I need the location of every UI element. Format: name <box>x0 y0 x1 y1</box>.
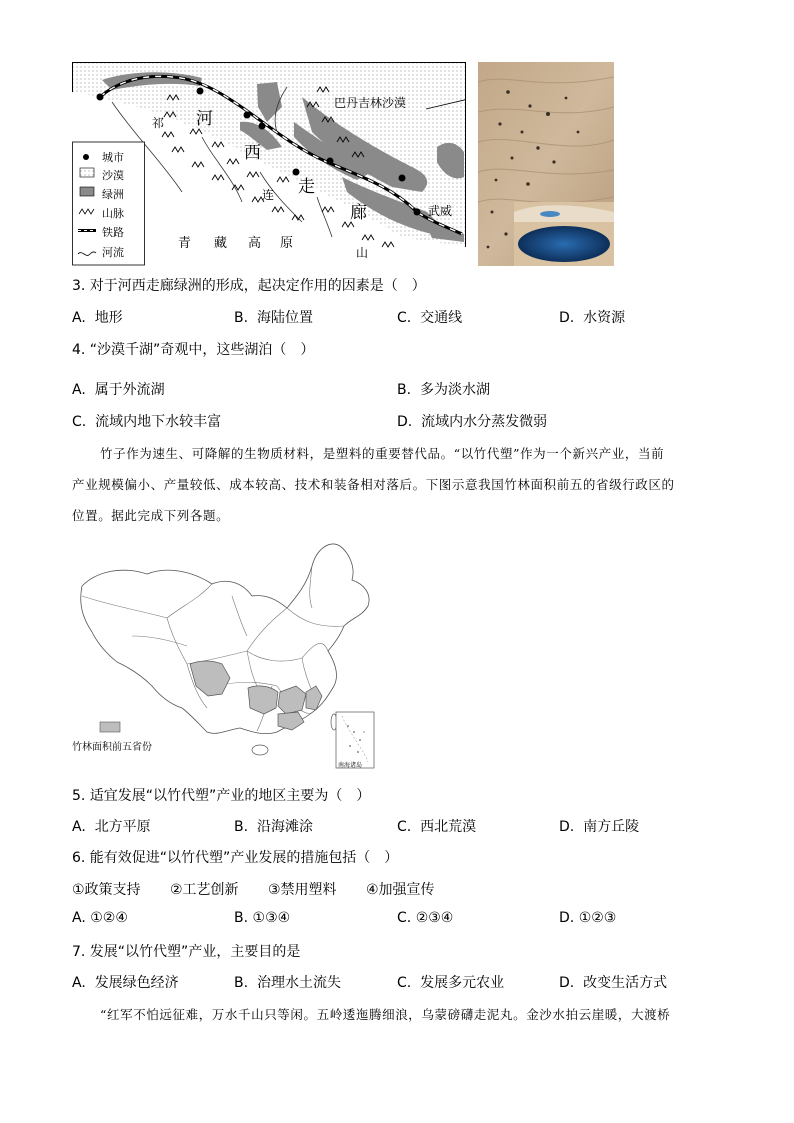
legend-river-label: 河流 <box>102 246 124 259</box>
mountain-char-qi: 祁 <box>152 116 165 130</box>
option-text: 沿海滩涂 <box>256 819 313 835</box>
passage-1-line-3: 位置。据此完成下列各题。 <box>72 508 230 523</box>
question-7-option-d[interactable] <box>559 972 667 992</box>
option-letter: A. <box>72 910 86 926</box>
passage-2-line-1: “红军不怕远征难，万水千山只等闲。五岭逶迤腾细浪，乌蒙磅礴走泥丸。金沙水拍云崖暖，大渡桥 <box>100 1007 671 1022</box>
option-text: 海陆位置 <box>256 310 313 326</box>
option-letter: A. <box>72 975 86 991</box>
option-letter: A. <box>72 310 86 326</box>
question-4-option-b[interactable] <box>397 379 490 399</box>
wuwei-city-label: 武威 <box>428 204 453 218</box>
option-text: 治理水土流失 <box>256 975 341 991</box>
question-7-option-a[interactable] <box>72 972 179 992</box>
question-5-option-c[interactable] <box>397 816 476 836</box>
question-3-option-b[interactable] <box>234 307 313 327</box>
option-letter: B. <box>397 382 412 398</box>
question-5-option-b[interactable] <box>234 816 313 836</box>
hexi-corridor-map <box>72 62 466 266</box>
option-text: 交通线 <box>420 310 463 326</box>
option-letter: C. <box>397 310 412 326</box>
option-text: 流域内地下水较丰富 <box>95 414 222 430</box>
legend-city-label: 城市 <box>102 151 124 164</box>
china-bamboo-map-graphic <box>72 536 382 772</box>
option-text: 改变生活方式 <box>583 975 668 991</box>
question-3-option-c[interactable] <box>397 307 462 327</box>
question-5-option-a[interactable] <box>72 816 151 836</box>
legend-mountain-label: 山脉 <box>102 207 124 220</box>
option-text: 属于外流湖 <box>94 382 165 398</box>
question-6-option-d[interactable] <box>559 910 616 926</box>
option-text: ①③④ <box>252 910 291 926</box>
option-letter: C. <box>397 819 412 835</box>
option-letter: B. <box>234 975 249 991</box>
option-letter: C. <box>397 975 412 991</box>
option-text: 多为淡水湖 <box>419 382 490 398</box>
mountain-char-lian: 连 <box>262 188 275 202</box>
option-letter: D. <box>559 910 575 926</box>
hexi-corridor-map-graphic <box>72 62 466 266</box>
option-letter: B. <box>234 910 249 926</box>
option-text: ②③④ <box>415 910 454 926</box>
option-letter: D. <box>559 819 575 835</box>
question-6-item-3: ③禁用塑料 <box>268 882 337 898</box>
option-text: 流域内水分蒸发微弱 <box>421 414 548 430</box>
question-6-option-b[interactable] <box>234 910 290 926</box>
option-letter: A. <box>72 382 86 398</box>
question-3-option-d[interactable] <box>559 307 625 327</box>
question-6-option-a[interactable] <box>72 910 128 926</box>
option-text: 西北荒漠 <box>420 819 477 835</box>
option-letter: B. <box>234 310 249 326</box>
legend-railway-label: 铁路 <box>102 226 124 239</box>
option-text: 地形 <box>94 310 123 326</box>
south-china-sea-inset-label: 南海诸岛 <box>338 762 363 769</box>
question-3-stem: 3. 对于河西走廊绿洲的形成，起决定作用的因素是（ ） <box>72 278 426 294</box>
plateau-char-gao: 高 <box>248 236 262 251</box>
question-6-item-4: ④加强宣传 <box>366 882 435 898</box>
option-letter: C. <box>397 910 412 926</box>
question-7-stem: 7. 发展“以竹代塑”产业，主要目的是 <box>72 944 301 960</box>
question-4-option-a[interactable] <box>72 379 165 399</box>
desert-lakes-photo <box>478 62 614 266</box>
option-text: 水资源 <box>583 310 626 326</box>
map-char-lang: 廊 <box>350 203 367 223</box>
question-4-stem: 4. “沙漠千湖”奇观中，这些湖泊（ ） <box>72 342 315 358</box>
plateau-char-zang: 藏 <box>214 236 228 251</box>
question-6-option-c[interactable] <box>397 910 453 926</box>
question-6-item-1: ①政策支持 <box>72 882 141 898</box>
option-letter: B. <box>234 819 249 835</box>
question-6-stem: 6. 能有效促进“以竹代塑”产业发展的措施包括（ ） <box>72 850 399 866</box>
map-char-xi: 西 <box>244 143 261 163</box>
option-text: 南方丘陵 <box>583 819 640 835</box>
option-text: 发展绿色经济 <box>94 975 179 991</box>
option-letter: D. <box>559 975 575 991</box>
desert-label: 巴丹吉林沙漠 <box>334 96 407 110</box>
option-letter: D. <box>559 310 575 326</box>
option-text: ①②③ <box>578 910 617 926</box>
plateau-char-yuan: 原 <box>280 236 294 251</box>
question-5-stem: 5. 适宜发展“以竹代塑”产业的地区主要为（ ） <box>72 788 371 804</box>
passage-1-line-2: 产业规模偏小、产量较低、成本较高、技术和装备相对落后。下图示意我国竹林面积前五的省级行政区的 <box>72 477 675 492</box>
question-3-option-a[interactable] <box>72 307 123 327</box>
option-letter: D. <box>397 414 413 430</box>
map-char-zou: 走 <box>298 177 315 197</box>
question-5-option-d[interactable] <box>559 816 639 836</box>
mountain-char-shan: 山 <box>356 246 369 260</box>
desert-lakes-photo-graphic <box>478 62 614 266</box>
plateau-char-qing: 青 <box>178 236 192 251</box>
option-text: ①②④ <box>90 910 128 926</box>
question-4-option-c[interactable] <box>72 411 221 431</box>
option-text: 北方平原 <box>94 819 151 835</box>
option-letter: C. <box>72 414 87 430</box>
question-6-item-2: ②工艺创新 <box>170 882 239 898</box>
question-4-option-d[interactable] <box>397 411 547 431</box>
legend-desert-label: 沙漠 <box>102 169 124 182</box>
bamboo-legend-label: 竹林面积前五省份 <box>72 742 152 753</box>
passage-1-line-1: 竹子作为速生、可降解的生物质材料，是塑料的重要替代品。“以竹代塑”作为一个新兴产业，当前 <box>100 446 665 461</box>
option-letter: A. <box>72 819 86 835</box>
option-text: 发展多元农业 <box>420 975 505 991</box>
china-bamboo-map <box>72 536 382 772</box>
map-char-he: 河 <box>196 109 213 129</box>
question-7-option-b[interactable] <box>234 972 341 992</box>
question-7-option-c[interactable] <box>397 972 504 992</box>
legend-oasis-label: 绿洲 <box>102 188 124 201</box>
